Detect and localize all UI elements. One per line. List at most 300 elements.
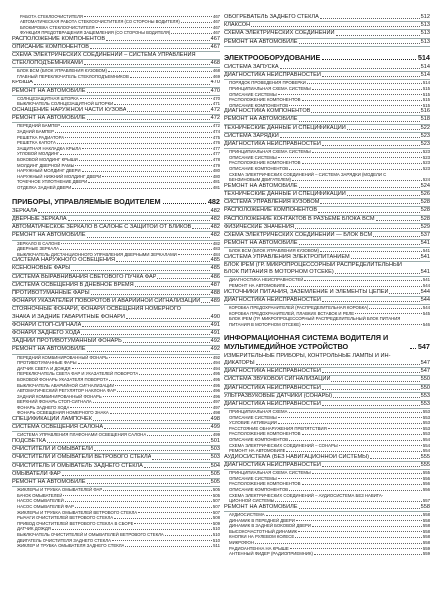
toc-entry[interactable] <box>12 265 220 273</box>
toc-entry-continued[interactable]: СХЕМА ЭЛЕКТРИЧЕСКИХ СОЕДИНЕНИЙ – АУДИОСИСТЕМА БЕЗ НАВИГА- <box>229 492 384 498</box>
dot-leader <box>152 459 209 460</box>
entry-page-number: 477 <box>212 145 220 151</box>
dot-leader <box>63 495 211 496</box>
entry-page-number: 492 <box>210 338 220 345</box>
dot-leader <box>106 40 210 41</box>
entry-title: БЛОКИРОВКА СТЕКЛООЧИСТИТЕЛЯ <box>20 24 95 30</box>
entry-page-number: 507 <box>212 509 220 515</box>
toc-entry[interactable] <box>12 322 220 330</box>
toc-entry[interactable] <box>224 360 430 368</box>
toc-entry[interactable] <box>224 30 430 38</box>
entry-page-number: 467 <box>210 35 220 42</box>
entry-page-number: 484 <box>212 251 220 257</box>
dot-leader <box>289 412 422 413</box>
entry-title: ДВЕРНЫЕ ЗЕРКАЛА <box>17 246 59 252</box>
entry-title: УЛЬТРАЗВУКОВЫЕ ДАТЧИКИ (СОНАРЫ) <box>224 392 333 399</box>
dot-leader <box>336 35 420 36</box>
dot-leader <box>123 342 210 343</box>
toc-entry[interactable] <box>224 133 430 141</box>
toc-entry[interactable] <box>12 346 220 354</box>
entry-page-number: 482 <box>210 215 220 222</box>
entry-page-number: 495 <box>212 371 220 377</box>
entry-title: БАЧОК ОМЫВАТЕЛЕЙ <box>17 492 63 498</box>
toc-entry[interactable] <box>224 462 430 470</box>
dot-leader <box>389 293 419 294</box>
entry-page-number: 505 <box>210 470 220 477</box>
entry-title: БЛОК BCM (БЛОК УПРАВЛЕНИЯ КУЗОВОМ) <box>229 248 319 254</box>
dot-leader <box>114 104 212 105</box>
dot-leader <box>373 236 420 237</box>
entry-page-number: 480 <box>212 168 220 174</box>
toc-entry[interactable] <box>12 80 220 88</box>
toc-entry[interactable] <box>224 289 430 297</box>
entry-page-number: 546 <box>422 321 430 327</box>
dot-leader <box>102 176 212 177</box>
entry-page-number: 516 <box>420 108 430 115</box>
entry-page-number: 490 <box>210 313 220 320</box>
entry-title: ОТДЕЛКА ЗАДНЕЙ ДВЕРИ <box>17 184 72 190</box>
entry-title: РАСПОЛОЖЕНИЕ КОМПОНЕНТОВ <box>229 160 301 166</box>
entry-page-number: 541 <box>420 269 430 276</box>
dot-leader <box>90 48 210 49</box>
entry-page-number: 483 <box>212 246 220 252</box>
entry-title: ОПИСАНИЕ СИСТЕМЫ <box>229 414 277 420</box>
entry-page-number: 485 <box>210 265 220 272</box>
entry-page-number: 467 <box>213 30 220 36</box>
entry-title: ПЕРЕДНИЙ КОМБИНИРОВАННЫЙ ФОНАРЬ <box>17 354 108 360</box>
toc-entry[interactable] <box>224 64 430 72</box>
toc-entry[interactable] <box>12 52 220 60</box>
toc-entry-continued[interactable]: СХЕМА ЭЛЕКТРИЧЕСКИХ СОЕДИНЕНИЙ – СИСТЕМА ЗАРЯДКИ (МОДЕЛИ С <box>229 171 387 177</box>
entry-page-number: 544 <box>420 288 430 295</box>
toc-entry[interactable] <box>12 479 220 487</box>
toc-entry[interactable] <box>12 338 220 346</box>
toc-entry[interactable] <box>224 72 430 80</box>
entry-page-number: 523 <box>420 141 430 148</box>
dot-leader <box>289 490 422 491</box>
dot-leader <box>322 301 420 302</box>
entry-page-number: 558 <box>422 517 430 523</box>
toc-entry[interactable] <box>12 88 220 96</box>
entry-title: ОПИСАНИЕ СИСТЕМЫ <box>229 475 277 481</box>
toc-entry[interactable] <box>224 454 430 462</box>
entry-page-number: 545 <box>422 310 430 316</box>
dot-leader <box>320 203 419 204</box>
entry-title: РАСПОЛОЖЕНИЕ КОМПОНЕНТОВ <box>12 35 106 42</box>
entry-title: ВЫКЛЮЧАТЕЛЬ ДИСТАНЦИОННОГО УПРАВЛЕНИЯ ДВЕРНЫМИ ЗЕРКАЛАМИ <box>17 251 177 257</box>
dot-leader <box>312 89 422 90</box>
entry-page-number: 528 <box>420 199 430 206</box>
dot-leader <box>62 475 210 476</box>
entry-page-number: 550 <box>420 384 430 391</box>
dot-leader <box>75 507 212 508</box>
dot-leader <box>347 129 420 130</box>
toc-entry[interactable] <box>224 224 430 232</box>
entry-title: ТЕХНИЧЕСКИЕ ДАННЫЕ И СПЕЦИФИКАЦИИ <box>224 190 346 197</box>
dot-leader <box>328 428 422 429</box>
entry-title: ЖИКЛЕР И ТРУБКА ОМЫВАТЕЛЯ ЗАДНЕГО СТЕКЛА <box>17 543 125 549</box>
dot-leader <box>201 302 209 303</box>
entry-title: ОЧИСТИТЕЛИ И ОМЫВАТЕЛИ ВЕТРОВОГО СТЕКЛА <box>12 454 152 461</box>
dot-leader <box>322 389 420 390</box>
toc-entry[interactable] <box>12 314 220 322</box>
toc-entry[interactable] <box>224 116 430 124</box>
entry-page-number: 523 <box>422 149 430 155</box>
dot-leader <box>60 154 211 155</box>
toc-entry[interactable] <box>12 274 220 282</box>
entry-page-number: 558 <box>422 523 430 529</box>
entry-page-number: 482 <box>210 224 220 231</box>
toc-entry[interactable] <box>12 298 220 306</box>
toc-entry[interactable] <box>224 191 430 199</box>
entry-page-number: 510 <box>212 526 220 532</box>
dot-leader <box>322 59 415 60</box>
entry-page-number: 481 <box>212 179 220 185</box>
dot-leader <box>289 440 422 441</box>
entry-page-number: 468 <box>212 68 220 74</box>
toc-entry[interactable] <box>12 424 220 432</box>
entry-title: ЗЕРКАЛО В САЛОНЕ <box>17 240 61 246</box>
toc-subentry[interactable] <box>224 551 430 557</box>
toc-entry[interactable] <box>224 254 430 262</box>
entry-title: ФОНАРИ СТОП-СИГНАЛА <box>12 321 82 328</box>
entry-page-number: 470 <box>210 79 220 86</box>
dot-leader <box>88 182 212 183</box>
entry-title: ПРИВОД ОЧИСТИТЕЛЕЙ ВЕТРОВОГО СТЕКЛА В СБОРЕ <box>17 520 134 526</box>
dot-leader <box>71 270 209 271</box>
entry-page-number: 513 <box>420 22 430 29</box>
entry-title: ПРИНЦИПИАЛЬНАЯ СХЕМА <box>229 409 288 415</box>
entry-title: ОПИСАНИЕ КОМПОНЕНТОВ <box>229 102 289 108</box>
toc-entry[interactable] <box>224 240 430 248</box>
entry-page-number: 555 <box>420 453 430 460</box>
entry-page-number: 470 <box>210 87 220 94</box>
toc-entry[interactable] <box>12 257 220 265</box>
entry-page-number: 554 <box>422 448 430 454</box>
entry-page-number: 555 <box>422 470 430 476</box>
entry-title: КЛАКСОН <box>224 22 251 29</box>
entry-page-number: 557 <box>422 498 430 504</box>
dot-leader <box>320 251 422 252</box>
toc-entry[interactable] <box>224 401 430 409</box>
dot-leader <box>355 313 422 314</box>
entry-page-number: 470 <box>212 95 220 101</box>
entry-page-number: 523 <box>422 166 430 172</box>
entry-page-number: 477 <box>212 151 220 157</box>
entry-title: ПРОТИВОТУМАННЫЕ ФАРЫ <box>12 290 90 297</box>
entry-page-number: 553 <box>422 414 430 420</box>
dot-leader <box>376 220 420 221</box>
entry-title: ФОНАРЬ ОСВЕЩЕНИЯ НОМЕРНОГО ЗНАКА <box>17 410 109 416</box>
toc-section-heading[interactable] <box>224 334 430 350</box>
toc-entry[interactable] <box>12 208 220 216</box>
toc-entry[interactable] <box>224 22 430 30</box>
toc-entry-continued[interactable]: БЛОК IPEM (ГР. МИКРОПРОЦЕССОРНЫЙ РАСПРЕДЕЛИТЕЛЬНЫЙ <box>224 262 402 269</box>
toc-entry[interactable] <box>224 269 430 277</box>
dot-leader <box>335 273 420 274</box>
dot-leader <box>138 512 212 513</box>
toc-entry[interactable] <box>12 115 220 123</box>
dot-leader <box>292 180 422 181</box>
toc-entry[interactable] <box>224 14 430 22</box>
entry-page-number: 512 <box>420 14 430 20</box>
entry-page-number: 485 <box>210 257 220 264</box>
entry-title: ДИАГНОСТИКА НЕИСПРАВНОСТЕЙ <box>224 462 321 469</box>
entry-title: ПРИНЦИПИАЛЬНАЯ СХЕМА СИСТЕМЫ <box>229 149 311 155</box>
entry-page-number: 511 <box>213 543 220 549</box>
entry-title: КОРОБКА ПРЕДОХРАНИТЕЛЕЙ (РАСПРЕДЕЛИТЕЛЬНАЯ КОРОБКА) <box>229 305 369 311</box>
entry-page-number: 498 <box>210 416 220 423</box>
entry-page-number: 505 <box>210 478 220 485</box>
toc-entry[interactable] <box>224 141 430 149</box>
dot-leader <box>312 152 422 153</box>
entry-page-number: 528 <box>420 207 430 214</box>
toc-entry[interactable] <box>224 125 430 133</box>
toc-entry[interactable] <box>12 44 220 52</box>
toc-entry-continued[interactable]: БЛОК IPEM (ГР. МИКРОПРОЦЕССОРНЫЙ РАСПРЕДЕЛИТЕЛЬНЫЙ БЛОК ПИТАНИЯ <box>229 316 401 322</box>
entry-title: АНТЕННЫЙ ФИДЕР (РАДИОПРИЕМНИК) <box>229 551 313 557</box>
toc-entry[interactable] <box>12 463 220 471</box>
toc-entry[interactable] <box>12 282 220 290</box>
toc-entry[interactable] <box>224 183 430 191</box>
entry-title: СХЕМА ЭЛЕКТРИЧЕСКИХ СОЕДИНЕНИЙ – СИСТЕМА УПРАВЛЕНИЯ <box>12 51 196 58</box>
entry-page-number: 518 <box>420 116 430 123</box>
entry-page-number: 478 <box>212 157 220 162</box>
dot-leader <box>171 33 212 34</box>
dot-leader <box>55 132 212 133</box>
entry-title: НАСОС ОМЫВАТЕЛЕЙ <box>17 498 64 504</box>
entry-title: ДИАГНОСТИКА КОМПОНЕНТОВ <box>224 108 311 115</box>
dot-leader <box>286 451 421 452</box>
toc-entry[interactable] <box>224 108 430 116</box>
entry-title: ФОНАРИ ЗАДНЕГО ХОДА <box>12 329 81 336</box>
dot-leader <box>333 397 420 398</box>
entry-title: ДИАГНОСТИКА НЕИСПРАВНОСТЕЙ <box>229 277 304 283</box>
entry-page-number: 503 <box>210 446 220 453</box>
entry-title: РЕМОНТ НА АВТОМОБИЛЕ <box>12 115 86 122</box>
section-title: ПРИБОРЫ, УПРАВЛЯЕМЫЕ ВОДИТЕЛЕМ <box>12 196 161 206</box>
dot-leader <box>347 195 420 196</box>
dot-leader <box>318 212 420 213</box>
toc-entry[interactable] <box>12 232 220 240</box>
toc-entry[interactable] <box>224 216 430 224</box>
toc-entry[interactable] <box>12 36 220 44</box>
dot-leader <box>299 244 420 245</box>
dot-leader <box>127 111 209 112</box>
entry-title: ПРОТИВОТУМАННЫЕ ФАРЫ <box>17 360 77 366</box>
toc-entry[interactable] <box>12 416 220 424</box>
toc-entry[interactable] <box>12 454 220 462</box>
entry-page-number: 524 <box>420 182 430 189</box>
dot-leader <box>72 188 211 189</box>
dot-leader <box>165 535 212 536</box>
entry-page-number: 482 <box>210 207 220 214</box>
toc-entry[interactable] <box>12 471 220 479</box>
entry-page-number: 529 <box>420 223 430 230</box>
dot-leader <box>410 348 416 349</box>
toc-section-heading[interactable] <box>12 198 220 206</box>
toc-entry[interactable] <box>12 107 220 115</box>
entry-title: ДАТЧИК ДОЖДЯ <box>17 526 51 532</box>
entry-page-number: 496 <box>212 393 220 399</box>
dot-leader <box>256 364 420 365</box>
toc-section-heading[interactable] <box>224 54 430 62</box>
entry-page-number: 555 <box>420 462 430 469</box>
entry-page-number: 515 <box>422 97 430 103</box>
dot-leader <box>290 548 422 549</box>
entry-title: БЛОК BCM (БЛОК УПРАВЛЕНИЯ КУЗОВОМ) <box>17 68 107 74</box>
entry-page-number: 472 <box>210 115 220 122</box>
entry-title: РЕМОНТ НА АВТОМОБИЛЕ <box>229 448 286 454</box>
entry-title: ВЫКЛЮЧАТЕЛЬ АВАРИЙНОЙ СИГНАЛИЗАЦИИ <box>17 382 115 388</box>
entry-title: ВЫКЛЮЧАТЕЛЬ ОЧИСТИТЕЛЕЙ И ОМЫВАТЕЛЕЙ ВЕТРОВОГО СТЕКЛА <box>17 531 164 537</box>
entry-title: АВТОМАТИЧЕСКОЕ ЗЕРКАЛО В САЛОНЕ С ЗАЩИТОЙ ОТ БЛИКОВ <box>12 224 192 231</box>
dot-leader <box>87 92 210 93</box>
toc-entry[interactable] <box>12 60 220 68</box>
entry-page-number: 468 <box>210 60 220 67</box>
section-title: ЭЛЕКТРООБОРУДОВАНИЕ <box>224 52 321 62</box>
entry-page-number: 559 <box>422 545 430 551</box>
entry-title: ФОНАРЬ ЗАДНЕГО ХОДА <box>17 404 70 410</box>
toc-entry[interactable] <box>224 376 430 384</box>
entry-page-number: 556 <box>422 475 430 481</box>
entry-page-number: 526 <box>420 190 430 197</box>
entry-title: ФУНКЦИЯ ПРЕДОТВРАЩЕНИЯ ЗАЩЕМЛЕНИЯ (СО СТОРОНЫ ВОДИТЕЛЯ) <box>20 30 171 36</box>
entry-page-number: 541 <box>420 240 430 247</box>
entry-title: РЕМОНТ НА АВТОМОБИЛЕ <box>229 283 286 289</box>
dot-leader <box>304 280 421 281</box>
section-page-number: 514 <box>417 52 430 62</box>
entry-title: СХЕМА ЭЛЕКТРИЧЕСКИХ СОЕДИНЕНИЙ – СОНАРЫ <box>229 442 338 448</box>
entry-page-number: 496 <box>212 388 220 394</box>
toc-entry[interactable] <box>224 39 430 47</box>
dot-leader <box>370 458 420 459</box>
dot-leader <box>112 540 212 541</box>
entry-title: ЖИКЛЕРЫ И ТРУБКА ОМЫВАТЕЛЕЙ ВЕТРОВОГО СТЕКЛА <box>17 509 138 515</box>
dot-leader <box>103 490 212 491</box>
entry-page-number: 553 <box>422 425 430 431</box>
entry-title: СПЕЦИФИКАЦИИ ЛАМПОЧЕК <box>12 416 92 423</box>
toc-subentry[interactable] <box>224 322 430 328</box>
entry-title: СОЛНЦЕЗАЩИТНАЯ ШТОРКА <box>17 95 79 101</box>
entry-page-number: 541 <box>420 253 430 260</box>
dot-leader <box>192 228 209 229</box>
entry-title: СИСТЕМА УПРАВЛЕНИЯ ПЛАФОНАМИ ОСВЕЩЕНИЯ САЛОНА <box>17 432 147 438</box>
entry-page-number: 482 <box>212 240 220 246</box>
entry-title: ОПИСАНИЕ КОМПОНЕНТОВ <box>229 166 289 172</box>
entry-page-number: 479 <box>212 162 220 168</box>
entry-title: ДИАГНОСТИКА НЕИСПРАВНОСТЕЙ <box>224 400 321 407</box>
dot-leader <box>79 160 212 161</box>
entry-title: КНОПКИ НА РУЛЕВОМ КОЛЕСЕ <box>229 534 295 540</box>
dot-leader <box>322 372 420 373</box>
toc-entry[interactable] <box>224 297 430 305</box>
entry-title: ДИАГНОСТИКА НЕИСПРАВНОСТЕЙ <box>224 141 321 148</box>
dot-leader <box>302 484 422 485</box>
toc-entry-continued[interactable]: ИЗМЕРИТЕЛЬНЫЕ ПРИБОРЫ, КОНТРОЛЬНЫЕ ЛАМПЫ И ИН- <box>224 352 391 359</box>
dot-leader <box>278 94 422 95</box>
dot-leader <box>96 27 212 28</box>
entry-page-number: 467 <box>213 24 220 30</box>
dot-leader <box>109 380 211 381</box>
dot-leader <box>61 243 212 244</box>
entry-title: ДИАГНОСТИКА НЕИСПРАВНОСТЕЙ <box>224 296 321 303</box>
dot-leader <box>280 137 420 138</box>
entry-title: СИСТЕМА НАРУЖНОГО ОСВЕЩЕНИЯ <box>12 257 116 264</box>
toc-entry[interactable] <box>224 393 430 401</box>
toc-entry[interactable] <box>224 232 430 240</box>
dot-leader <box>351 258 420 259</box>
section-page-number: 547 <box>417 341 430 351</box>
dot-leader <box>84 64 210 65</box>
dot-leader <box>82 326 209 327</box>
toc-entry-continued[interactable]: СТОЯНОЧНЫЕ ФОНАРИ, ФОНАРИ ОСВЕЩЕНИЯ НОМЕРНОГО <box>12 306 181 313</box>
toc-entry[interactable] <box>224 504 430 512</box>
dot-leader <box>320 18 420 19</box>
dot-leader <box>117 391 212 392</box>
toc-entry[interactable] <box>12 224 220 232</box>
entry-page-number: 515 <box>422 102 430 108</box>
toc-entry[interactable] <box>12 330 220 338</box>
entry-title: ТОЧЕЧНОЕ УПЛОТНЕНИЕ ДВЕРИ <box>17 179 88 185</box>
dot-leader <box>80 98 212 99</box>
dot-leader <box>52 529 212 530</box>
entry-title: КОРОБКА ПРЕДОХРАНИТЕЛЕЙ, ПЛАВКИХ ВСТАВОК И РЕЛЕ <box>229 310 355 316</box>
dot-leader <box>286 286 421 287</box>
entry-title: РАСПОЛОЖЕНИЕ КОМПОНЕНТОВ <box>229 97 301 103</box>
section-title: ИНФОРМАЦИОННАЯ СИСТЕМА ВОДИТЕЛЯ И МУЛЬТИМЕДИЙНОЕ УСТРОЙСТВО <box>224 333 389 351</box>
entry-page-number: 494 <box>212 365 220 371</box>
dot-leader <box>126 318 210 319</box>
entry-title: ЗЕРКАЛА <box>12 207 38 214</box>
toc-entry[interactable] <box>12 216 220 224</box>
entry-title: ОСНАЩЕНИЕ НАРУЖНОЙ ЧАСТИ КУЗОВА <box>12 107 127 114</box>
toc-subentry[interactable] <box>12 185 220 191</box>
entry-page-number: 494 <box>212 360 220 366</box>
toc-entry[interactable] <box>12 438 220 446</box>
entry-page-number: 556 <box>422 481 430 487</box>
dot-leader <box>298 531 422 532</box>
dot-leader <box>93 420 210 421</box>
entry-page-number: 558 <box>422 539 430 545</box>
toc-entry[interactable] <box>224 199 430 207</box>
toc-entry[interactable] <box>12 290 220 298</box>
toc-entry[interactable] <box>12 446 220 454</box>
entry-title: РЕМОНТ НА АВТОМОБИЛЕ <box>224 182 298 189</box>
toc-entry[interactable] <box>224 368 430 376</box>
dot-leader <box>65 137 212 138</box>
entry-title: МИКРОФОН <box>229 539 254 545</box>
entry-title: БОКОВОЙ ФОНАРЬ УКАЗАТЕЛЯ ПОВОРОТА <box>17 376 109 382</box>
dot-leader <box>369 308 421 309</box>
entry-page-number: 544 <box>422 283 430 289</box>
toc-entry[interactable] <box>224 385 430 393</box>
dot-leader <box>125 546 212 547</box>
dot-leader <box>139 374 212 375</box>
entry-page-number: 553 <box>420 392 430 399</box>
dot-leader <box>331 381 419 382</box>
dot-leader <box>134 523 211 524</box>
dot-leader <box>82 171 212 172</box>
toc-entry[interactable] <box>224 207 430 215</box>
dot-leader <box>57 143 212 144</box>
dot-leader <box>87 119 210 120</box>
entry-page-number: 472 <box>212 123 220 129</box>
entry-title: ДАТЧИК СВЕТА И ДОЖДЯ <box>17 365 71 371</box>
toc-left-column <box>12 14 220 549</box>
entry-page-number: 467 <box>213 14 220 19</box>
toc-subentry[interactable] <box>12 543 220 549</box>
